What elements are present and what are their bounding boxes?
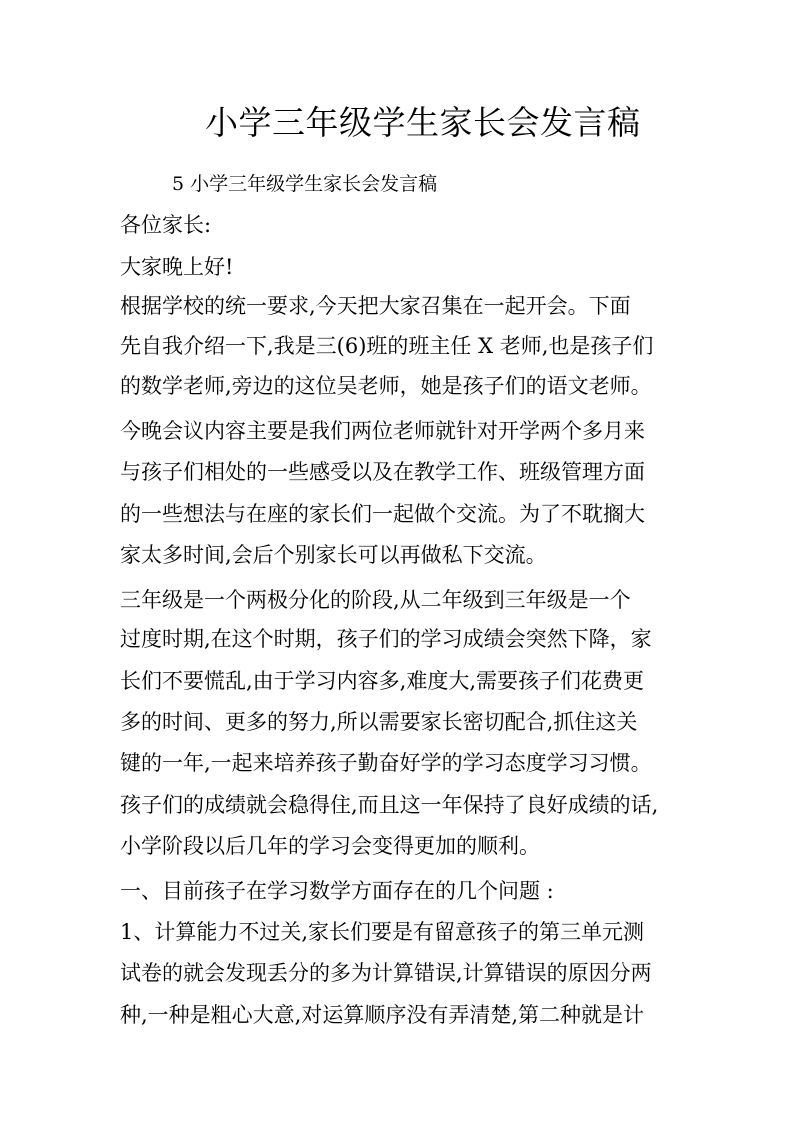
text-line: 一、目前孩子在学习数学方面存在的几个问题 :: [120, 879, 554, 903]
text-line: 键的一年,一起来培养孩子勤奋好学的学习态度学习习惯。: [120, 751, 652, 775]
document-title: 小学三年级学生家长会发言稿: [205, 103, 641, 142]
text-line: 家太多时间,会后个别家长可以再做私下交流。: [120, 543, 547, 567]
text-line: 的一些想法与在座的家长们一起做个交流。为了不耽搁大: [120, 502, 645, 526]
text-line: 过度时期,在这个时期，孩子们的学习成绩会突然下降，家: [120, 627, 652, 651]
text-line: 与孩子们相处的一些感受以及在教学工作、班级管理方面: [120, 460, 645, 484]
text-line: 今晚会议内容主要是我们两位老师就针对开学两个多月来: [120, 419, 645, 443]
text-line: 先自我介绍一下,我是三(6)班的班主任 X 老师,也是孩子们: [120, 334, 654, 358]
text-line: 大家晚上好!: [120, 255, 234, 279]
text-line: 1、计算能力不过关,家长们要是有留意孩子的第三单元测: [120, 920, 645, 944]
text-line: 的数学老师,旁边的这位吴老师，她是孩子们的语文老师。: [120, 374, 652, 398]
document-subtitle: 5 小学三年级学生家长会发言稿: [172, 173, 438, 195]
text-line: 长们不要慌乱,由于学习内容多,难度大,需要孩子们花费更: [120, 669, 645, 693]
text-line: 各位家长:: [120, 213, 212, 237]
text-line: 小学阶段以后几年的学习会变得更加的顺利。: [120, 834, 540, 858]
text-line: 种,一种是粗心大意,对运算顺序没有弄清楚,第二种就是计: [120, 1003, 645, 1027]
text-line: 孩子们的成绩就会稳得住,而且这一年保持了良好成绩的话,: [120, 793, 659, 817]
text-line: 试卷的就会发现丢分的多为计算错误,计算错误的原因分两: [120, 961, 652, 985]
text-line: 根据学校的统一要求,今天把大家召集在一起开会。下面: [120, 294, 631, 318]
text-line: 三年级是一个两极分化的阶段,从二年级到三年级是一个: [120, 588, 631, 612]
text-line: 多的时间、更多的努力,所以需要家长密切配合,抓住这关: [120, 710, 638, 734]
